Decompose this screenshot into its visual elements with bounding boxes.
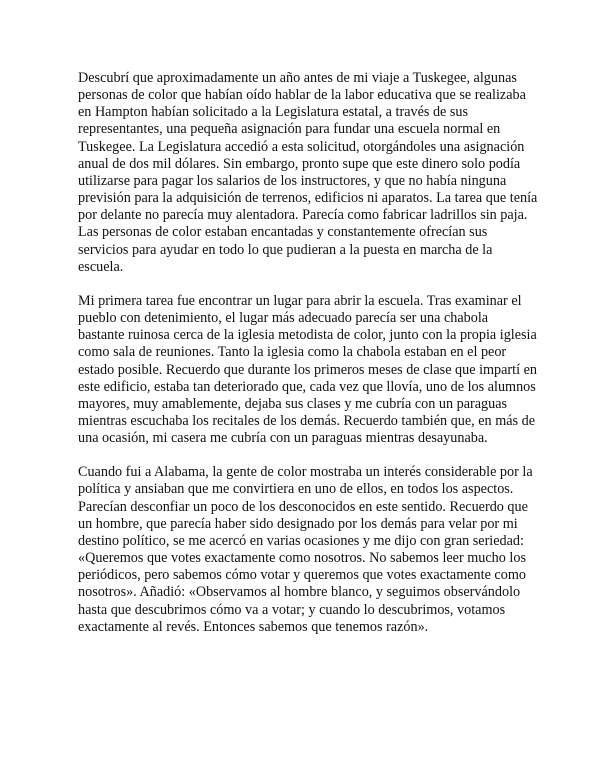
- paragraph: Cuando fui a Alabama, la gente de color mostraba un interés considerable por la política y ansiaban que me convirtiera en uno de ellos, en todos los aspectos. Parecían desconfiar un poco de los desconocidos en este sentido. Recuerdo que un hombre, que parecía haber sido designado por los demás para velar por mi destino político, se me acercó en varias ocasiones y me dijo con gran seriedad: «Queremos que votes exactamente como nosotros. No sabemos leer mucho los periódicos, pero sabemos cómo votar y queremos que votes exactamente como nosotros». Añadió: «Observamos al hombre blanco, y seguimos observándolo hasta que descubrimos cómo va a votar; y cuando lo descubrimos, votamos exactamente al revés. Entonces sabemos que tenemos razón».: [78, 464, 533, 635]
- document-page: [78, 70, 538, 636]
- paragraph: Mi primera tarea fue encontrar un lugar para abrir la escuela. Tras examinar el pueblo con detenimiento, el lugar más adecuado parecía ser una chabola bastante ruinosa cerca de la iglesia metodista de color, junto con la propia iglesia como sala de reuniones. Tanto la iglesia como la chabola estaban en el peor estado posible. Recuerdo que durante los primeros meses de clase que impartí en este edificio, estaba tan deteriorado que, cada vez que llovía, uno de los alumnos mayores, muy amablemente, dejaba sus clases y me cubría con un paraguas mientras escuchaba los recitales de los demás. Recuerdo también que, en más de una ocasión, mi casera me cubría con un paraguas mientras desayunaba.: [78, 292, 537, 447]
- paragraph: Descubrí que aproximadamente un año antes de mi viaje a Tuskegee, algunas personas de color que habían oído hablar de la labor educativa que se realizaba en Hampton habían solicitado a la Legislatura estatal, a través de sus representantes, una pequeña asignación para fundar una escuela normal en Tuskegee. La Legislatura accedió a esta solicitud, otorgándoles una asignación anual de dos mil dólares. Sin embargo, pronto supe que este dinero solo podía utilizarse para pagar los salarios de los instructores, y que no había ninguna previsión para la adquisición de terrenos, edificios ni aparatos. La tarea que tenía por delante no parecía muy alentadora. Parecía como fabricar ladrillos sin paja. Las personas de color estaban encantadas y constantemente ofrecían sus servicios para ayudar en todo lo que pudieran a la puesta en marcha de la escuela.: [78, 70, 538, 275]
